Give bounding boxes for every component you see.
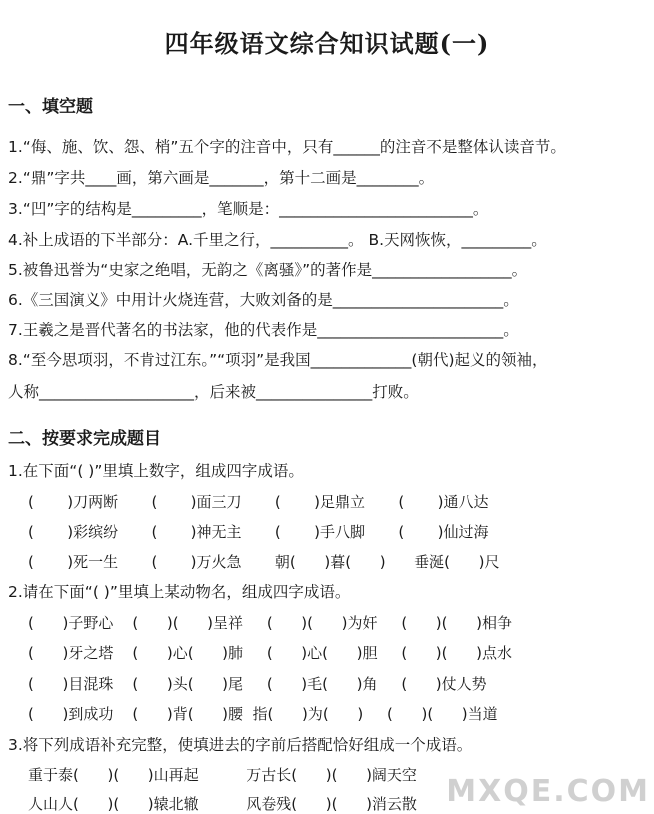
question-1: 1.“侮、施、饮、怨、梢”五个字的注音中，只有______的注音不是整体认读音节。 [8,138,566,156]
question-6: 6.《三国演义》中用计火烧连营，大败刘备的是______________________。 [8,291,519,309]
task-3-row: 人山人( )( )辕北辙 风卷残( )( )消云散 [28,795,417,813]
task-3-prompt: 3.将下列成语补充完整，使填进去的字前后搭配恰好组成一个成语。 [8,736,473,754]
question-5: 5.被鲁迅誉为“史家之绝唱，无韵之《离骚》”的著作是__________________。 [8,261,528,279]
task-2-prompt: 2.请在下面“( )”里填上某动物名，组成四字成语。 [8,583,351,601]
task-1-row: ( )刀两断 ( )面三刀 ( )足鼎立 ( )通八达 [28,493,489,511]
question-7: 7.王羲之是晋代著名的书法家，他的代表作是________________________。 [8,321,519,339]
question-4: 4.补上成语的下半部分：A.千里之行，__________。 B.天网恢恢，_________。 [8,231,547,249]
task-2-row: ( )目混珠 ( )头( )尾 ( )毛( )角 ( )仗人势 [28,675,487,693]
task-1-prompt: 1.在下面“( )”里填上数字，组成四字成语。 [8,462,304,480]
watermark-logo: MXQE.COM [446,774,650,809]
section-heading-fill-blank: 一、填空题 [8,97,93,117]
question-2: 2.“鼎”字共____画，第六画是_______，第十二画是________。 [8,169,435,187]
task-2-row: ( )到成功 ( )背( )腰 指( )为( ) ( )( )当道 [28,705,498,723]
section-heading-tasks: 二、按要求完成题目 [8,429,161,449]
page-title: 四年级语文综合知识试题(一) [164,29,490,58]
question-8-continued: 人称____________________，后来被_______________打败。 [8,383,419,401]
question-3: 3.“凹”字的结构是_________，笔顺是：_________________________。 [8,200,489,218]
task-1-row: ( )彩缤纷 ( )神无主 ( )手八脚 ( )仙过海 [28,523,489,541]
task-1-row: ( )死一生 ( )万火急 朝( )暮( ) 垂涎( )尺 [28,553,500,571]
task-3-row: 重于泰( )( )山再起 万古长( )( )阔天空 [28,766,417,784]
task-2-row: ( )子野心 ( )( )呈祥 ( )( )为奸 ( )( )相争 [28,614,512,632]
question-8: 8.“至今思项羽，不肯过江东。”“项羽”是我国_____________(朝代)起义的领袖， [8,351,548,369]
task-2-row: ( )牙之塔 ( )心( )肺 ( )心( )胆 ( )( )点水 [28,644,512,662]
